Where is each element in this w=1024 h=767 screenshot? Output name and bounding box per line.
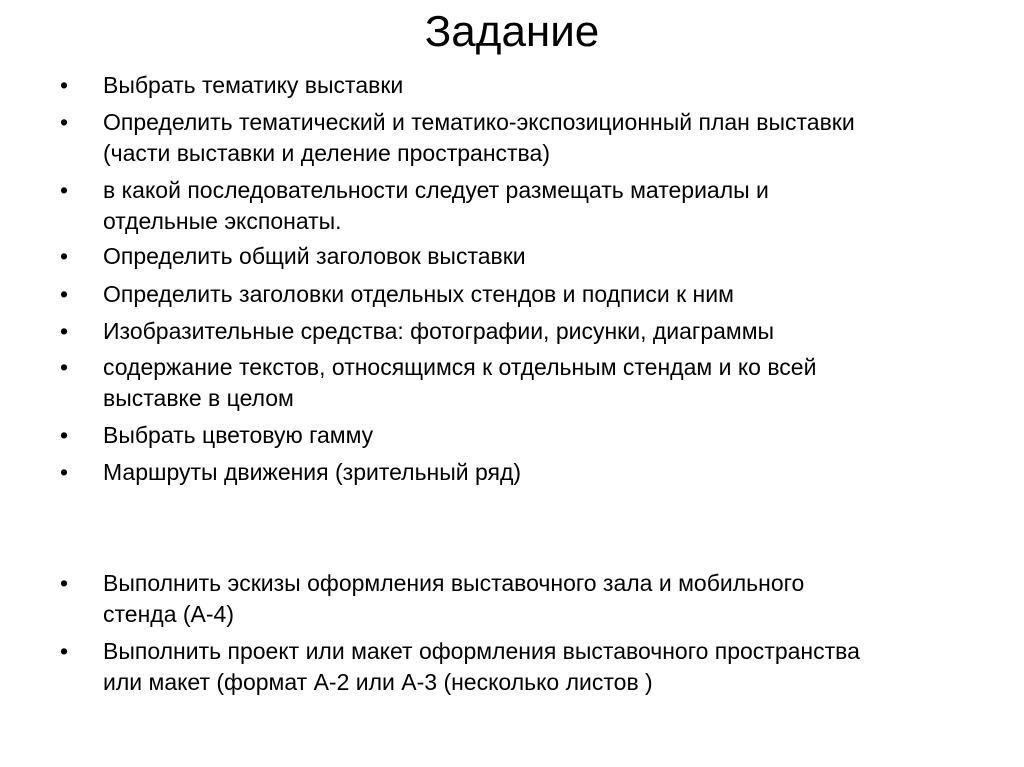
bullet-marker: • (60, 109, 69, 135)
bullet-marker: • (60, 72, 69, 98)
list-item-text: в какой последовательности следует размещать материалы и отдельные экспонаты. (103, 177, 769, 234)
bullet-marker: • (60, 354, 69, 380)
bullet-marker: • (60, 638, 69, 664)
slide-title: Задание (424, 7, 600, 56)
list-item-text: Выполнить проект или макет оформления выставочного пространства или макет (формат А-2 или А-3 (несколько листов ) (103, 638, 860, 695)
bullet-marker: • (60, 243, 69, 269)
list-item-text: содержание текстов, относящимся к отдельным стендам и ко всей выставке в целом (103, 354, 817, 411)
bullet-marker: • (60, 177, 69, 203)
list-item-text: Изобразительные средства: фотографии, рисунки, диаграммы (103, 318, 775, 344)
list-item-text: Маршруты движения (зрительный ряд) (103, 459, 522, 485)
bullet-marker: • (60, 459, 69, 485)
list-item-text: Выбрать тематику выставки (103, 72, 404, 98)
bullet-marker: • (60, 422, 69, 448)
bullet-marker: • (60, 318, 69, 344)
bullet-marker: • (60, 281, 69, 307)
list-item-text: Определить общий заголовок выставки (103, 243, 526, 269)
list-item-text: Определить тематический и тематико-экспозиционный план выставки (части выставки и деление пространства) (103, 109, 855, 166)
list-item-text: Выбрать цветовую гамму (103, 422, 374, 448)
list-item-text: Определить заголовки отдельных стендов и подписи к ним (103, 281, 734, 307)
bullet-marker: • (60, 570, 69, 596)
list-item-text: Выполнить эскизы оформления выставочного зала и мобильного стенда (А-4) (103, 570, 805, 627)
